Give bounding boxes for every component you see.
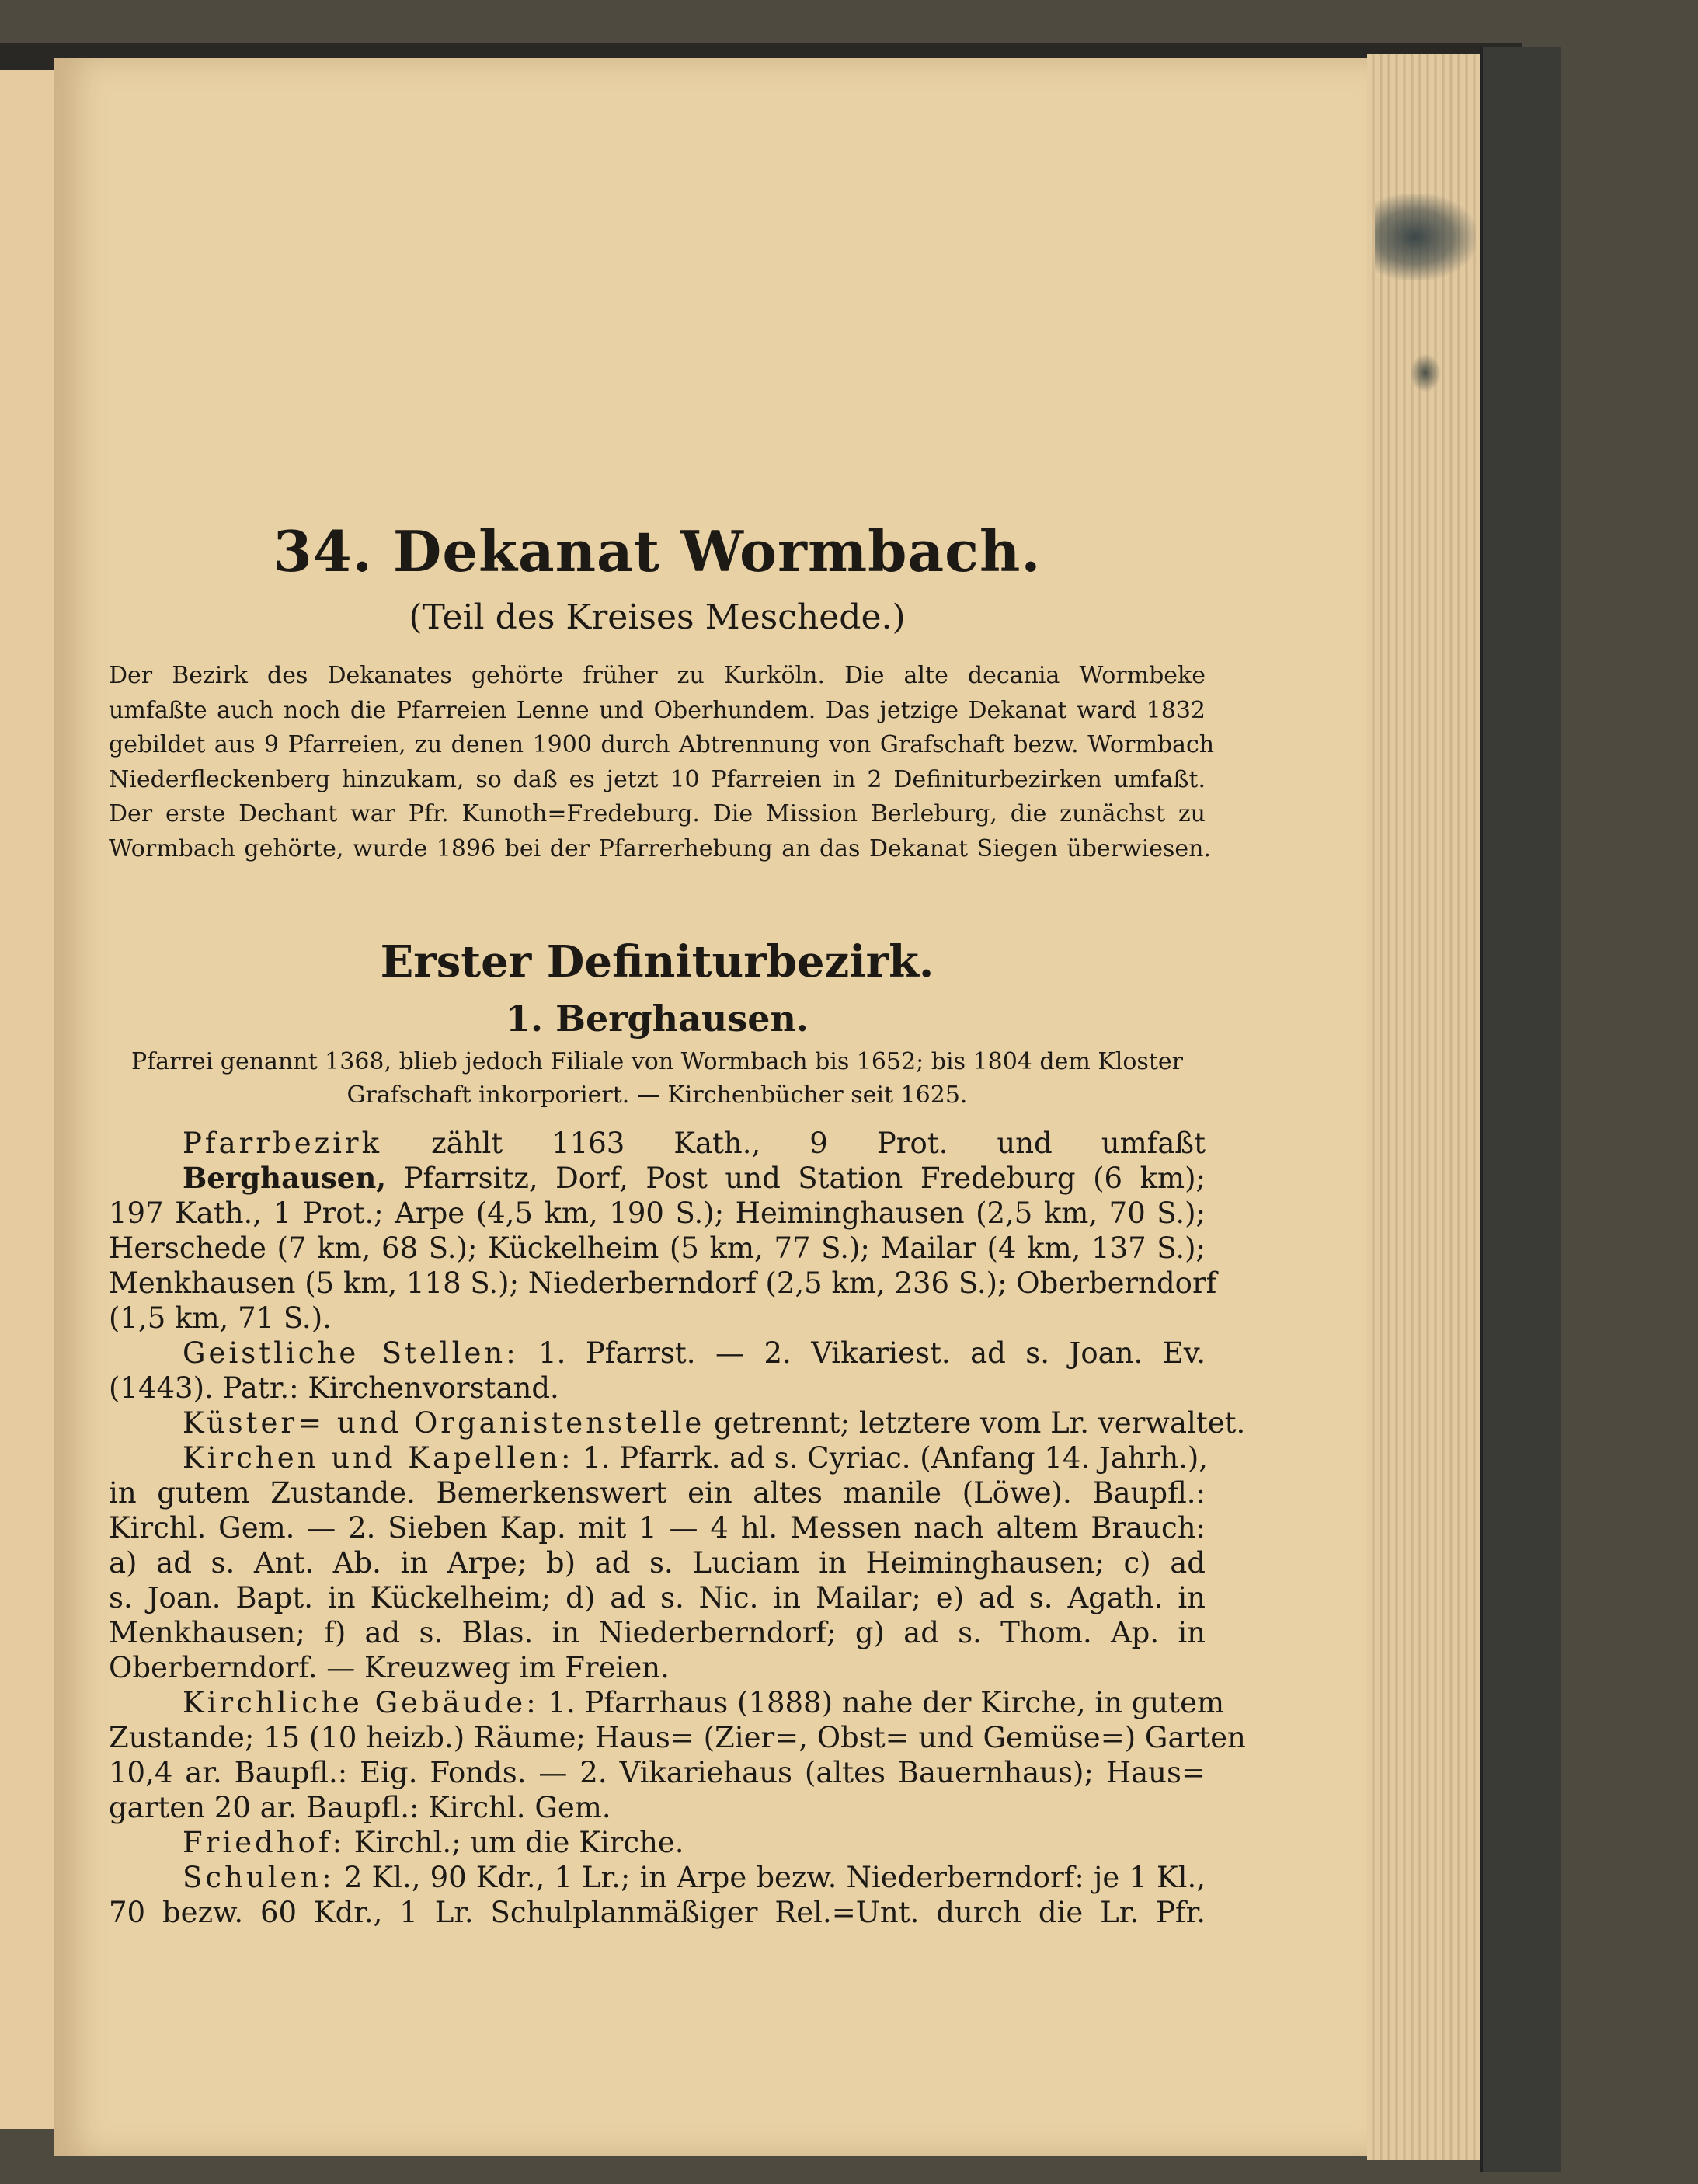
body-line: [109, 1336, 1206, 1371]
body-line: Menkhausen; f) ad s. Blas. in Niederberndorf; g) ad s. Thom. Ap. in: [109, 1616, 1206, 1649]
place-name: Berghausen,: [183, 1161, 387, 1195]
intro-line: gebildet aus 9 Pfarreien, zu denen 1900 durch Abtrennung von Grafschaft bezw. Wormbach: [109, 731, 1215, 758]
body-line: (1443). Patr.: Kirchenvorstand.: [109, 1371, 559, 1405]
entry-label: Küster= und Organistenstelle: [183, 1406, 705, 1440]
entry-text: Kirchl.; um die Kirche.: [345, 1826, 684, 1859]
body-line: in gutem Zustande. Bemerkenswert ein altes manile (Löwe). Baupfl.:: [109, 1476, 1206, 1510]
left-page-edge: [0, 70, 57, 2129]
ink-smudge: [1375, 194, 1476, 280]
intro-line: Der Bezirk des Dekanates gehörte früher zu Kurköln. Die alte decania Wormbeke: [109, 662, 1206, 689]
entry-label: Schulen:: [183, 1861, 335, 1894]
entry-label: Kirchen und Kapellen:: [183, 1441, 574, 1475]
parish-note-line: Grafschaft inkorporiert. — Kirchenbücher seit 1625.: [346, 1082, 968, 1109]
entry-text: getrennt; letztere vom Lr. verwaltet.: [705, 1406, 1246, 1440]
entry-text: Pfarrsitz, Dorf, Post und Station Fredeburg (6 km);: [386, 1162, 1206, 1195]
body-line: [109, 1440, 1209, 1475]
body-line: a) ad s. Ant. Ab. in Arpe; b) ad s. Luciam in Heiminghausen; c) ad: [109, 1546, 1206, 1580]
entry-label: Pfarrbezirk: [183, 1127, 383, 1160]
body-line: [109, 1405, 1246, 1440]
entry-text: 1. Pfarrst. — 2. Vikariest. ad s. Joan. Ev.: [518, 1336, 1206, 1370]
entry-label: Geistliche Stellen:: [183, 1336, 519, 1370]
parish-body: [109, 1126, 1246, 1930]
body-line: [109, 1825, 1206, 1860]
entry-label: Kirchliche Gebäude:: [183, 1686, 539, 1719]
intro-line: Der erste Dechant war Pfr. Kunoth=Fredeburg. Die Mission Berleburg, die zunächst zu: [109, 800, 1206, 827]
body-line: 10,4 ar. Baupfl.: Eig. Fonds. — 2. Vikariehaus (altes Bauernhaus); Haus=: [109, 1756, 1206, 1789]
entry-text: 1. Pfarrhaus (1888) nahe der Kirche, in gutem: [538, 1686, 1225, 1719]
body-line: Zustande; 15 (10 heizb.) Räume; Haus= (Zier=, Obst= und Gemüse=) Garten: [109, 1721, 1246, 1754]
page-content: [109, 513, 1246, 1930]
body-line: s. Joan. Bapt. in Kückelheim; d) ad s. Nic. in Mailar; e) ad s. Agath. in: [109, 1581, 1206, 1614]
body-line: Oberberndorf. — Kreuzweg im Freien.: [109, 1651, 670, 1684]
parish-note-line: Pfarrei genannt 1368, blieb jedoch Filiale von Wormbach bis 1652; bis 1804 dem Kloster: [131, 1048, 1183, 1075]
parish-note: [109, 1045, 1206, 1112]
body-line: Menkhausen (5 km, 118 S.); Niederberndorf (2,5 km, 236 S.); Oberberndorf: [109, 1266, 1217, 1300]
book-spine: [1480, 47, 1561, 2172]
entry-label: Friedhof:: [183, 1826, 346, 1859]
intro-line: umfaßte auch noch die Pfarreien Lenne und Oberhundem. Das jetzige Dekanat ward 1832: [109, 696, 1206, 724]
section-title: Erster Definiturbezirk.: [380, 936, 934, 988]
body-line: 197 Kath., 1 Prot.; Arpe (4,5 km, 190 S.); Heiminghausen (2,5 km, 70 S.);: [109, 1196, 1206, 1230]
intro-line: Wormbach gehörte, wurde 1896 bei der Pfarrerhebung an das Dekanat Siegen überwiesen.: [109, 834, 1212, 862]
body-line: Herschede (7 km, 68 S.); Kückelheim (5 km, 77 S.); Mailar (4 km, 137 S.);: [109, 1231, 1206, 1265]
body-line: [109, 1126, 1206, 1161]
body-line: (1,5 km, 71 S.).: [109, 1301, 332, 1335]
body-line: [109, 1860, 1206, 1895]
body-line: [109, 1161, 1206, 1196]
entry-text: 2 Kl., 90 Kdr., 1 Lr.; in Arpe bezw. Niederberndorf: je 1 Kl.,: [334, 1861, 1206, 1894]
deanery-subtitle: (Teil des Kreises Meschede.): [409, 597, 906, 637]
intro-line: Niederfleckenberg hinzukam, so daß es jetzt 10 Pfarreien in 2 Definiturbezirken umfaßt.: [109, 765, 1206, 793]
deanery-title: 34. Dekanat Wormbach.: [273, 518, 1042, 584]
parish-title: 1. Berghausen.: [506, 998, 809, 1040]
body-line: 70 bezw. 60 Kdr., 1 Lr. Schulplanmäßiger Rel.=Unt. durch die Lr. Pfr.: [109, 1896, 1206, 1929]
intro-paragraph: [109, 659, 1215, 866]
ink-smudge-small: [1410, 354, 1441, 392]
entry-text: 1. Pfarrk. ad s. Cyriac. (Anfang 14. Jahrh.),: [573, 1441, 1209, 1475]
body-line: Kirchl. Gem. — 2. Sieben Kap. mit 1 — 4 hl. Messen nach altem Brauch:: [109, 1511, 1206, 1545]
body-line: [109, 1685, 1225, 1720]
entry-text: zählt 1163 Kath., 9 Prot. und umfaßt: [382, 1127, 1206, 1160]
body-line: garten 20 ar. Baupfl.: Kirchl. Gem.: [109, 1791, 611, 1824]
